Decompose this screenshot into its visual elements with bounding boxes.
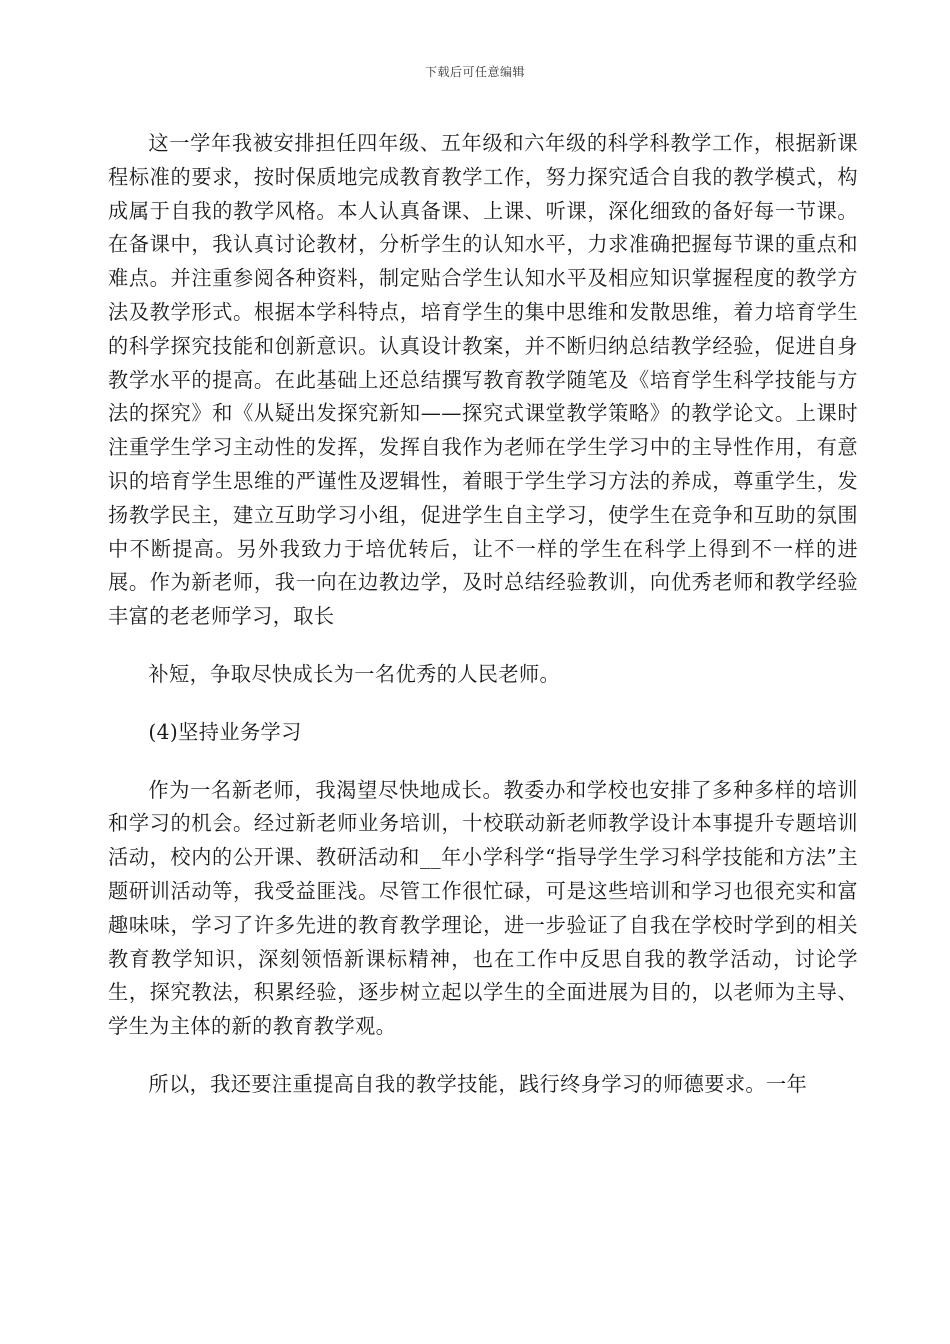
paragraph-new-teacher-training: 作为一名新老师，我渴望尽快地成长。教委办和学校也安排了多种多样的培训和学习的机会。经过新老师业务培训，十校联动新老师教学设计本事提升专题培训活动，校内的公开课、教研活动和__年小学科学“指导学生学习科学技能和方法”主题研训活动等，我受益匪浅。尽管工作很忙碌，可是这些培训和学习也很充实和富趣味味，学习了许多先进的教育教学理论，进一步验证了自我在学校时学到的相关教育教学知识，深刻领悟新课标精神，也在工作中反思自我的教学活动，讨论学生，探究教法，积累经验，逐步树立起以学生的全面进展为目的，以老师为主导、学生为主体的新的教育教学观。: [108, 777, 858, 1039]
paragraph-continuation: 补短，争取尽快成长为一名优秀的人民老师。: [148, 661, 561, 686]
paragraph-lifelong-learning: 所以，我还要注重提高自我的教学技能，践行终身学习的师德要求。一年: [148, 1071, 808, 1096]
document-body: [108, 127, 858, 1102]
paragraph-teaching-work: 这一学年我被安排担任四年级、五年级和六年级的科学科教学工作，根据新课程标准的要求，按时保质地完成教育教学工作，努力探究适合自我的教学模式，构成属于自我的教学风格。本人认真备课、上课、听课，深化细致的备好每一节课。在备课中，我认真讨论教材，分析学生的认知水平，力求准确把握每节课的重点和难点。并注重参阅各种资料，制定贴合学生认知水平及相应知识掌握程度的教学方法及教学形式。根据本学科特点，培育学生的集中思维和发散思维，着力培育学生的科学探究技能和创新意识。认真设计教案，并不断归纳总结教学经验，促进自身教学水平的提高。在此基础上还总结撰写教育教学随笔及《培育学生科学技能与方法的探究》和《从疑出发探究新知——探究式课堂教学策略》的教学论文。上课时注重学生学习主动性的发挥，发挥自我作为老师在学生学习中的主导性作用，有意识的培育学生思维的严谨性及逻辑性，着眼于学生学习方法的养成，尊重学生，发扬教学民主，建立互助学习小组，促进学生自主学习，使学生在竞争和互助的氛围中不断提高。另外我致力于培优转后，让不一样的学生在科学上得到不一样的进展。作为新老师，我一向在边教边学，及时总结经验教训，向优秀老师和教学经验丰富的老老师学习，取长: [108, 131, 858, 629]
section-heading-business-study: (4)坚持业务学习: [148, 719, 302, 744]
page-header: 下载后可任意编辑: [424, 65, 525, 79]
